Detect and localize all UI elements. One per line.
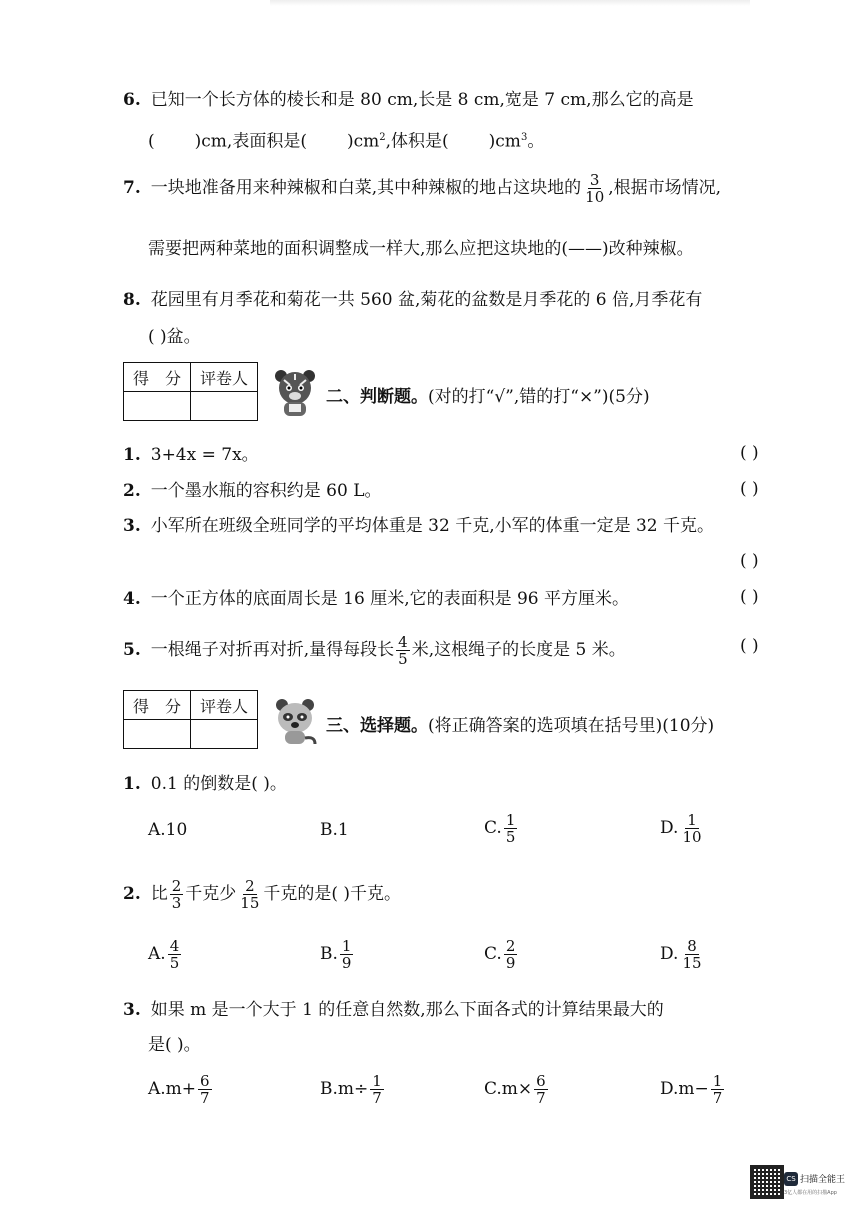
choice-question-1: 1. 0.1 的倒数是( )。	[123, 774, 287, 794]
judge-item-5: 5. 一根绳子对折再对折,量得每段长 $\frac{4}{5}$ 米,这根绳子的长度是 5 米。	[123, 633, 626, 668]
option-d[interactable]: D. $\frac{1}{10}$	[660, 811, 702, 846]
grader-cell[interactable]	[191, 720, 258, 749]
score-cell[interactable]	[124, 392, 191, 421]
option-a[interactable]: A. $\frac{4}{5}$	[148, 937, 180, 972]
score-table-choice: 得 分 评卷人	[123, 690, 258, 749]
option-c[interactable]: C.m× $\frac{6}{7}$	[484, 1072, 546, 1107]
judge-item-3: 3. 小军所在班级全班同学的平均体重是 32 千克,小军的体重一定是 32 千克。	[123, 516, 715, 536]
tiger-mascot-icon	[272, 368, 318, 418]
question-7-line1: 7. 一块地准备用来种辣椒和白菜,其中种辣椒的地占这块地的 $\frac{3}{10}$ ,根据市场情况,	[123, 171, 722, 206]
option-b[interactable]: B.1	[320, 820, 349, 840]
answer-paren[interactable]: ( )	[740, 479, 759, 499]
question-7-line2: 需要把两种菜地的面积调整成一样大,那么应把这块地的(——)改种辣椒。	[148, 239, 694, 259]
option-b[interactable]: B.m÷ $\frac{1}{7}$	[320, 1072, 382, 1107]
option-a[interactable]: A.m+ $\frac{6}{7}$	[148, 1072, 210, 1107]
option-d[interactable]: D.m− $\frac{1}{7}$	[660, 1072, 723, 1107]
judge-item-4: 4. 一个正方体的底面周长是 16 厘米,它的表面积是 96 平方厘米。	[123, 589, 630, 609]
judge-item-1: 1. 3+4x = 7x。	[123, 445, 259, 465]
question-8-line2: ( )盆。	[148, 327, 201, 347]
camscanner-logo-icon: CS	[784, 1172, 798, 1186]
question-6-line2: ( )cm,表面积是( )$cm^2$,体积是( )$cm^3$。	[148, 131, 545, 152]
fraction: $\frac{3}{10}$	[585, 171, 605, 206]
answer-paren[interactable]: ( )	[740, 443, 759, 463]
option-d[interactable]: D. $\frac{8}{15}$	[660, 937, 702, 972]
qr-code-icon	[750, 1165, 784, 1199]
option-a[interactable]: A.10	[148, 820, 188, 840]
answer-paren[interactable]: ( )	[740, 551, 759, 571]
fraction: $\frac{4}{5}$	[398, 633, 408, 668]
answer-paren[interactable]: ( )	[740, 636, 759, 656]
answer-paren[interactable]: ( )	[740, 587, 759, 607]
choice-question-3-line1: 3. 如果 m 是一个大于 1 的任意自然数,那么下面各式的计算结果最大的	[123, 1000, 664, 1020]
option-c[interactable]: C. $\frac{2}{9}$	[484, 937, 516, 972]
score-cell[interactable]	[124, 720, 191, 749]
question-6-line1: 6. 已知一个长方体的棱长和是 80 cm,长是 8 cm,宽是 7 cm,那么它的高是	[123, 90, 694, 110]
scan-shadow	[270, 0, 750, 6]
section-choice-title: 三、选择题。(将正确答案的选项填在括号里)(10分)	[326, 716, 715, 736]
raccoon-mascot-icon	[272, 696, 318, 746]
scanner-watermark: CS 扫描全能王 3亿人都在用的扫描App	[784, 1168, 845, 1196]
option-c[interactable]: C. $\frac{1}{5}$	[484, 811, 516, 846]
option-b[interactable]: B. $\frac{1}{9}$	[320, 937, 352, 972]
grader-cell[interactable]	[191, 392, 258, 421]
section-judge-title: 二、判断题。(对的打“√”,错的打“×”)(5分)	[326, 387, 650, 407]
choice-question-3-line2: 是( )。	[148, 1035, 201, 1055]
question-8-line1: 8. 花园里有月季花和菊花一共 560 盆,菊花的盆数是月季花的 6 倍,月季花有	[123, 290, 703, 310]
judge-item-2: 2. 一个墨水瓶的容积约是 60 L。	[123, 481, 382, 501]
score-table-judge: 得 分 评卷人	[123, 362, 258, 421]
choice-question-2: 2. 比 $\frac{2}{3}$ 千克少 $\frac{2}{15}$ 千克的是( )千克。	[123, 877, 402, 912]
